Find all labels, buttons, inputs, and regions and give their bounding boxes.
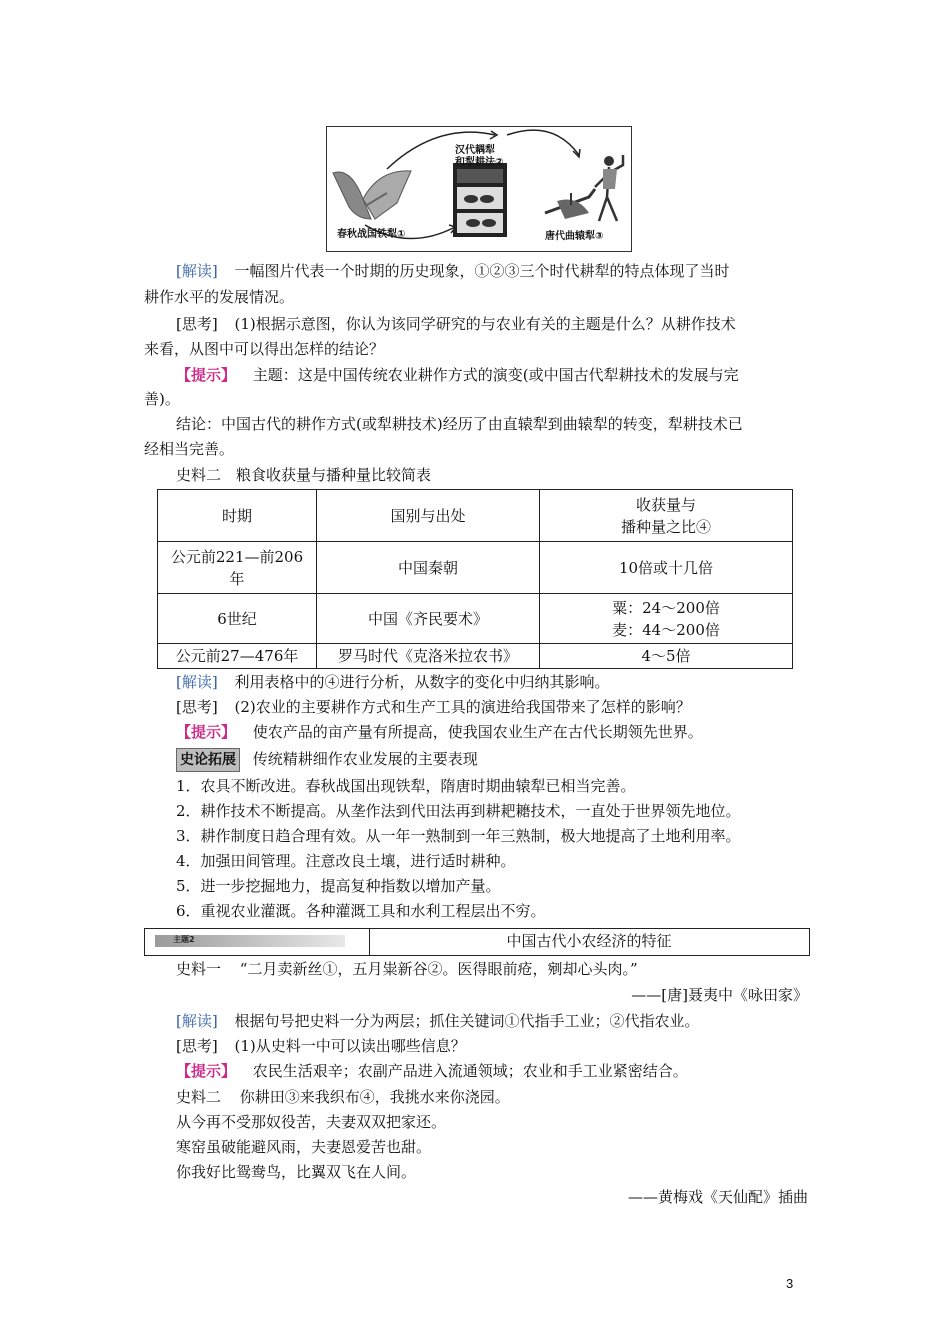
hint-text: 使农产品的亩产量有所提高，使我国农业生产在古代长期领先世界。 xyxy=(252,723,703,741)
think-text: (1)根据示意图，你认为该同学研究的与农业有关的主题是什么？从耕作技术 xyxy=(234,315,736,333)
topic2-badge: 主题2 xyxy=(173,935,195,944)
table-row xyxy=(158,644,793,669)
list-item: 4．加强田间管理。注意改良土壤，进行适时耕种。 xyxy=(176,852,516,870)
ratio-line-1: 粟：24～200倍 xyxy=(612,598,720,617)
interp-paragraph-2 xyxy=(176,671,840,693)
source1-label: 史料一 xyxy=(176,960,222,978)
table-cell-origin: 中国秦朝 xyxy=(317,542,540,594)
topic2-header xyxy=(144,928,810,956)
header-ratio-line-1: 收获量与 xyxy=(635,495,696,514)
topic2-source1 xyxy=(176,958,840,980)
tang-curved-plow-icon xyxy=(545,155,623,221)
list-item: 6．重视农业灌溉。各种灌溉工具和水利工程层出不穷。 xyxy=(176,902,546,920)
list-item: 2．耕作技术不断提高。从垄作法到代田法再到耕耙耱技术，一直处于世界领先地位。 xyxy=(176,802,741,820)
source2-line: 你耕田③来我织布④，我挑水来你浇园。 xyxy=(239,1088,510,1106)
source2-line: 你我好比鸳鸯鸟，比翼双飞在人间。 xyxy=(176,1163,417,1181)
figure-label-tang-plow: 唐代曲辕犁③ xyxy=(545,231,604,242)
topic2-title: 中国古代小农经济的特征 xyxy=(506,932,672,950)
table-cell-period: 公元前27—476年 xyxy=(158,644,317,669)
think-tag: [思考] xyxy=(176,1037,218,1055)
hint-tag: 【提示】 xyxy=(176,1062,237,1080)
table-cell-ratio: 4～5倍 xyxy=(540,644,793,669)
iron-plow-icon xyxy=(333,171,411,219)
source1-text: “二月卖新丝①，五月粜新谷②。医得眼前疮，剜却心头肉。” xyxy=(239,960,638,978)
hint-text: 主题：这是中国传统农业耕作方式的演变(或中国古代犁耕技术的发展与完 xyxy=(252,366,739,384)
period-line-2: 年 xyxy=(229,569,245,588)
source2-attribution: ——黄梅戏《天仙配》插曲 xyxy=(627,1188,808,1206)
hint-tag: 【提示】 xyxy=(176,366,237,384)
header-ratio-line-2: 播种量之比④ xyxy=(620,517,711,536)
list-item: 5．进一步挖掘地力，提高复种指数以增加产量。 xyxy=(176,877,501,895)
source2-label: 史料二 xyxy=(176,1088,222,1106)
table-header-cell: 国别与出处 xyxy=(317,490,540,542)
conclusion-text: 结论：中国古代的耕作方式(或犁耕技术)经历了由直辕犁到曲辕犁的转变，犁耕技术已 xyxy=(176,415,743,433)
topic2-source2 xyxy=(176,1086,840,1108)
expansion-title: 传统精耕细作农业发展的主要表现 xyxy=(252,750,478,768)
plow-evolution-figure xyxy=(326,126,632,252)
interp-paragraph-1 xyxy=(176,260,840,282)
interp-paragraph-3 xyxy=(176,1010,840,1032)
think-text: (2)农业的主要耕作方式和生产工具的演进给我国带来了怎样的影响？ xyxy=(234,698,691,716)
think-paragraph-2 xyxy=(176,696,840,718)
interp-text: 利用表格中的④进行分析，从数字的变化中归纳其影响。 xyxy=(234,673,610,691)
think-tag: [思考] xyxy=(176,315,218,333)
han-plow-painting-icon xyxy=(453,163,507,237)
table-cell-ratio xyxy=(540,594,793,644)
interp-text-cont: 耕作水平的发展情况。 xyxy=(144,288,295,306)
list-item: 3．耕作制度日趋合理有效。从一年一熟制到一年三熟制，极大地提高了土地利用率。 xyxy=(176,827,741,845)
table-header-cell: 时期 xyxy=(158,490,317,542)
source2-line: 寒窑虽破能避风雨，夫妻恩爱苦也甜。 xyxy=(176,1138,432,1156)
table-header-row xyxy=(158,490,793,542)
source1-attribution: ——[唐]聂夷中《咏田家》 xyxy=(631,986,808,1004)
harvest-ratio-table xyxy=(157,489,793,669)
hint-text: 农民生活艰辛；农副产品进入流通领域；农业和手工业紧密结合。 xyxy=(252,1062,688,1080)
topic2-badge-area xyxy=(145,929,370,955)
hint-paragraph-3 xyxy=(176,1060,840,1082)
think-text-cont: 来看，从图中可以得出怎样的结论？ xyxy=(144,340,385,358)
hint-paragraph-1 xyxy=(176,364,840,386)
arrow-top-right xyxy=(507,130,579,155)
source2-title: 史料二 粮食收获量与播种量比较简表 xyxy=(176,466,432,484)
table-header-cell xyxy=(540,490,793,542)
table-cell-origin: 罗马时代《克洛米拉农书》 xyxy=(317,644,540,669)
think-text: (1)从史料一中可以读出哪些信息？ xyxy=(234,1037,466,1055)
expansion-label: 史论拓展 xyxy=(176,748,240,772)
conclusion-text-cont: 经相当完善。 xyxy=(144,440,235,458)
think-paragraph-1 xyxy=(176,313,840,335)
list-item: 1．农具不断改进。春秋战国出现铁犁，隋唐时期曲辕犁已相当完善。 xyxy=(176,777,636,795)
interp-text: 根据句号把史料一分为两层；抓住关键词①代指手工业；②代指农业。 xyxy=(234,1012,700,1030)
figure-label-han-title: 汉代耦犁 xyxy=(455,145,495,156)
hint-paragraph-2 xyxy=(176,721,840,743)
figure-label-iron-plow: 春秋战国铁犁① xyxy=(337,229,406,240)
interp-tag: [解读] xyxy=(176,262,218,280)
table-row xyxy=(158,594,793,644)
interp-text: 一幅图片代表一个时期的历史现象，①②③三个时代耕犁的特点体现了当时 xyxy=(234,262,730,280)
table-row xyxy=(158,542,793,594)
think-paragraph-3 xyxy=(176,1035,840,1057)
figure-label-han-sub: 和犁耕法② xyxy=(455,157,504,168)
hint-tag: 【提示】 xyxy=(176,723,237,741)
interp-tag: [解读] xyxy=(176,673,218,691)
think-tag: [思考] xyxy=(176,698,218,716)
hint-text-cont: 善)。 xyxy=(144,390,180,408)
table-cell-ratio: 10倍或十几倍 xyxy=(540,542,793,594)
source2-line: 从今再不受那奴役苦，夫妻双双把家还。 xyxy=(176,1113,447,1131)
table-cell-period xyxy=(158,542,317,594)
expansion-heading xyxy=(176,748,840,772)
table-cell-period: 6世纪 xyxy=(158,594,317,644)
interp-tag: [解读] xyxy=(176,1012,218,1030)
page-number: 3 xyxy=(786,1276,794,1291)
ratio-line-2: 麦：44～200倍 xyxy=(612,620,720,639)
table-cell-origin: 中国《齐民要术》 xyxy=(317,594,540,644)
period-line-1: 公元前221—前206 xyxy=(170,547,304,566)
